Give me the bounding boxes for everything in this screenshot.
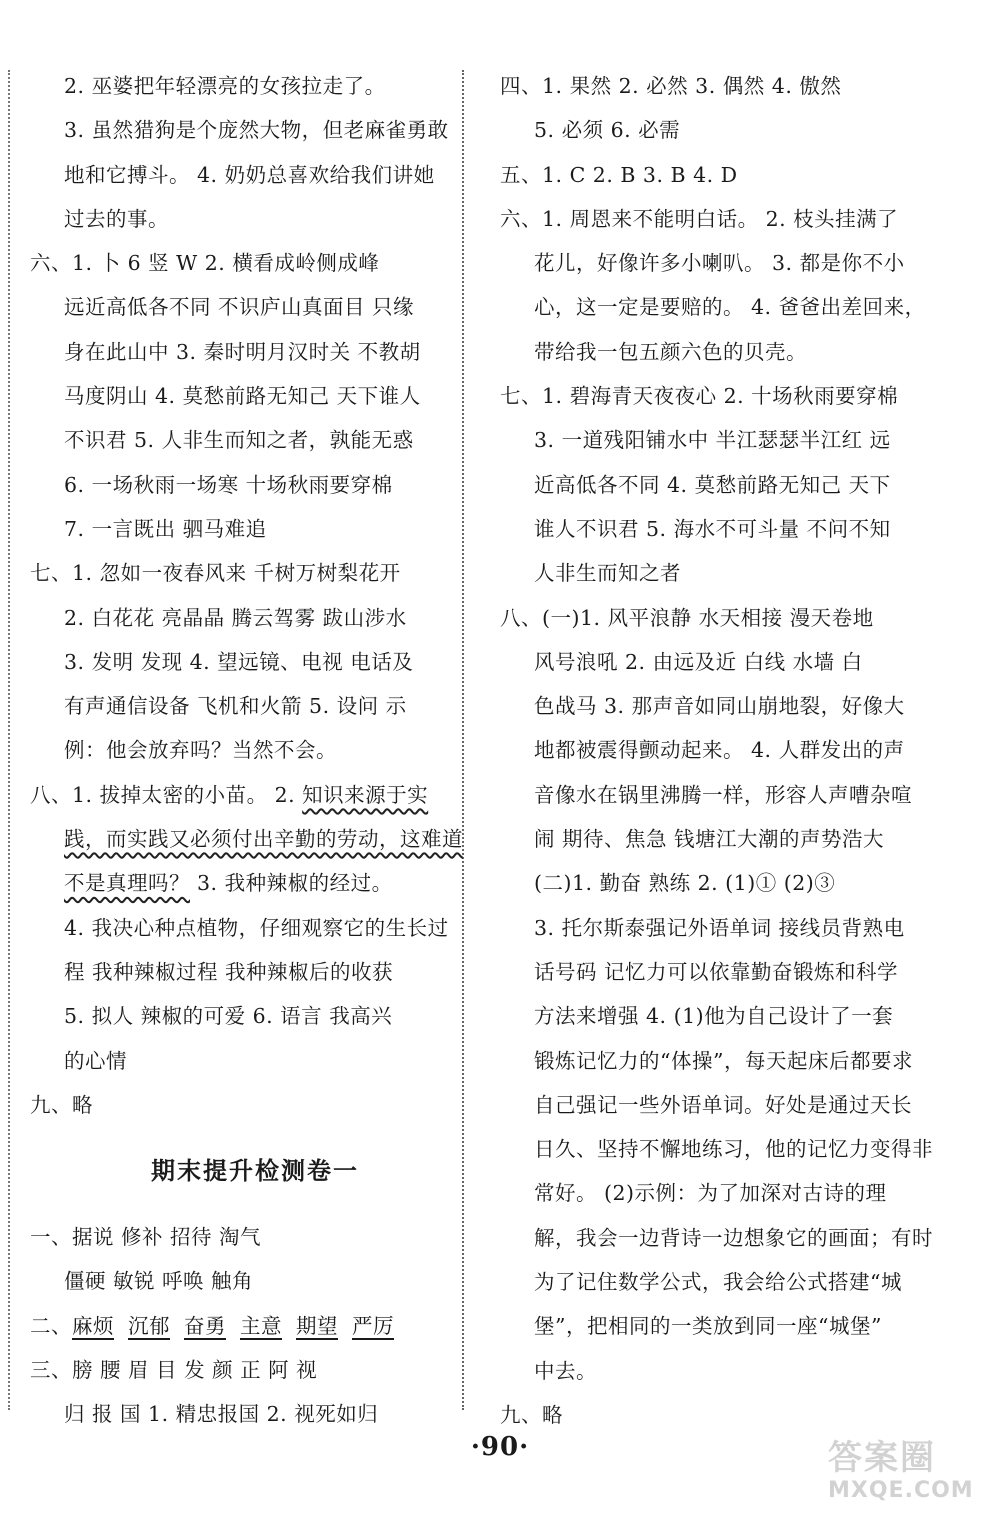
answer-line: 地都被震得颤动起来。 4. 人群发出的声 — [534, 738, 905, 763]
watermark-logo — [828, 1438, 978, 1508]
watermark-url: MXQE.COM — [828, 1478, 974, 1503]
wavy-underlined-text: 践，而实践又必须付出辛勤的劳动，这难道 — [64, 827, 463, 852]
answer-text: 二、 — [30, 1313, 72, 1338]
answer-line: 4. 我决心种点植物，仔细观察它的生长过 — [64, 915, 449, 940]
answer-line: 心，这一定是要赔的。 4. 爸爸出差回来， — [534, 295, 926, 320]
answer-line: 中去。 — [534, 1358, 597, 1383]
answer-line — [30, 773, 450, 817]
answer-line: 话号码 记忆力可以依靠勤奋锻炼和科学 — [534, 959, 899, 984]
answer-line: 锻炼记忆力的“体操”，每天起床后都要求 — [534, 1048, 913, 1073]
answer-line: 七、1. 忽如一夜春风来 千树万树梨花开 — [30, 561, 401, 586]
column-divider — [462, 70, 464, 1410]
answer-line: 近高低各不同 4. 莫愁前路无知己 天下 — [534, 472, 891, 497]
wavy-underlined-text: 不是真理吗？ — [64, 871, 190, 896]
answer-line: 九、略 — [30, 1092, 93, 1117]
answer-line: 音像水在锅里沸腾一样，形容人声嘈杂喧 — [534, 782, 912, 807]
answer-line: 为了记住数学公式，我会给公式搭建“城 — [534, 1270, 902, 1295]
answer-line: 四、1. 果然 2. 必然 3. 偶然 4. 傲然 — [500, 74, 842, 98]
section-title: 期末提升检测卷一 — [151, 1157, 359, 1186]
answer-line: 远近高低各不同 不识庐山真面目 只缘 — [64, 295, 415, 320]
answer-text: 3. 我种辣椒的经过。 — [190, 871, 393, 896]
answer-line: 3. 虽然猎狗是个庞然大物，但老麻雀勇敢 — [64, 118, 449, 143]
answer-line: 马度阴山 4. 莫愁前路无知己 天下谁人 — [64, 384, 421, 409]
answer-line: 人非生而知之者 — [534, 561, 681, 586]
answer-line: 堡”，把相同的一类放到同一座“城堡” — [534, 1314, 882, 1339]
answer-line: 五、1. C 2. B 3. B 4. D — [500, 162, 738, 187]
answer-line: 身在此山中 3. 秦时明月汉时关 不教胡 — [64, 339, 421, 364]
answer-line: 不识君 5. 人非生而知之者，孰能无惑 — [64, 428, 414, 453]
underlined-word: 主意 — [240, 1313, 282, 1338]
answer-line: 日久、坚持不懈地练习，他的记忆力变得非 — [534, 1137, 933, 1162]
answer-line: 3. 发明 发现 4. 望远镜、电视 电话及 — [64, 649, 414, 674]
answer-line — [30, 817, 463, 861]
right-column — [500, 64, 940, 1437]
page-number: ·90· — [470, 1432, 530, 1462]
answer-line: 谁人不识君 5. 海水不可斗量 不问不知 — [534, 516, 891, 541]
answer-line: 过去的事。 — [64, 206, 169, 231]
answer-text: 八、1. 拔掉太密的小苗。 2. — [30, 782, 303, 807]
underlined-word: 奋勇 — [184, 1313, 226, 1338]
answer-line: 常好。 (2)示例：为了加深对古诗的理 — [534, 1181, 887, 1206]
answer-line: 例：他会放弃吗？当然不会。 — [64, 738, 337, 763]
answer-line — [30, 861, 450, 905]
answer-line: 6. 一场秋雨一场寒 十场秋雨要穿棉 — [64, 472, 393, 497]
answer-line: 七、1. 碧海青天夜夜心 2. 十场秋雨要穿棉 — [500, 384, 899, 409]
underlined-word: 沉郁 — [128, 1313, 170, 1338]
underlined-word: 严厉 — [352, 1313, 394, 1338]
answer-line: 自己强记一些外语单词。好处是通过天长 — [534, 1092, 912, 1117]
answer-line: 5. 必须 6. 必需 — [534, 118, 681, 143]
answer-line: 带给我一包五颜六色的贝壳。 — [534, 339, 807, 364]
answer-line: 闹 期待、焦急 钱塘江大潮的声势浩大 — [534, 827, 885, 852]
answer-line: 地和它搏斗。 4. 奶奶总喜欢给我们讲她 — [64, 162, 435, 187]
answer-line: 有声通信设备 飞机和火箭 5. 设问 示 — [64, 694, 407, 719]
answer-line: 一、据说 修补 招待 淘气 — [30, 1225, 262, 1250]
answer-line: 7. 一言既出 驷马难追 — [64, 516, 267, 541]
answer-line: 九、略 — [500, 1402, 563, 1427]
binding-edge-line — [8, 70, 10, 1410]
answer-line: 3. 一道残阳铺水中 半江瑟瑟半江红 远 — [534, 428, 891, 453]
answer-line: 解，我会一边背诗一边想象它的画面；有时 — [534, 1225, 933, 1250]
answer-line: 归 报 国 1. 精忠报国 2. 视死如归 — [64, 1402, 379, 1427]
underlined-word: 期望 — [296, 1313, 338, 1338]
answer-line: (二)1. 勤奋 熟练 2. (1)① (2)③ — [534, 871, 836, 896]
answer-line: 5. 拟人 辣椒的可爱 6. 语言 我高兴 — [64, 1004, 393, 1029]
answer-line: 程 我种辣椒过程 我种辣椒后的收获 — [64, 959, 394, 984]
wavy-underlined-text: 知识来源于实 — [302, 782, 429, 807]
answer-line — [30, 1304, 450, 1348]
answer-line: 风号浪吼 2. 由远及近 白线 水墙 白 — [534, 649, 863, 674]
answer-line: 六、1. 周恩来不能明白话。 2. 枝头挂满了 — [500, 206, 899, 231]
answer-line: 方法来增强 4. (1)他为自己设计了一套 — [534, 1004, 894, 1029]
left-column — [30, 64, 463, 1437]
answer-line: 僵硬 敏锐 呼唤 触角 — [64, 1269, 254, 1294]
underlined-word: 麻烦 — [72, 1313, 114, 1338]
answer-line: 八、(一)1. 风平浪静 水天相接 漫天卷地 — [500, 605, 874, 630]
answer-line: 3. 托尔斯泰强记外语单词 接线员背熟电 — [534, 915, 905, 940]
answer-line: 的心情 — [64, 1048, 127, 1073]
answer-line: 2. 巫婆把年轻漂亮的女孩拉走了。 — [64, 74, 386, 98]
watermark-text: 答案圈 — [828, 1438, 936, 1478]
answer-line: 色战马 3. 那声音如同山崩地裂，好像大 — [534, 694, 905, 719]
answer-line: 2. 白花花 亮晶晶 腾云驾雾 跋山涉水 — [64, 605, 407, 630]
answer-line: 六、1. 卜 6 竖 W 2. 横看成岭侧成峰 — [30, 251, 380, 276]
answer-line: 花儿，好像许多小喇叭。 3. 都是你不小 — [534, 251, 905, 276]
answer-line: 三、膀 腰 眉 目 发 颜 正 阿 视 — [30, 1358, 318, 1383]
